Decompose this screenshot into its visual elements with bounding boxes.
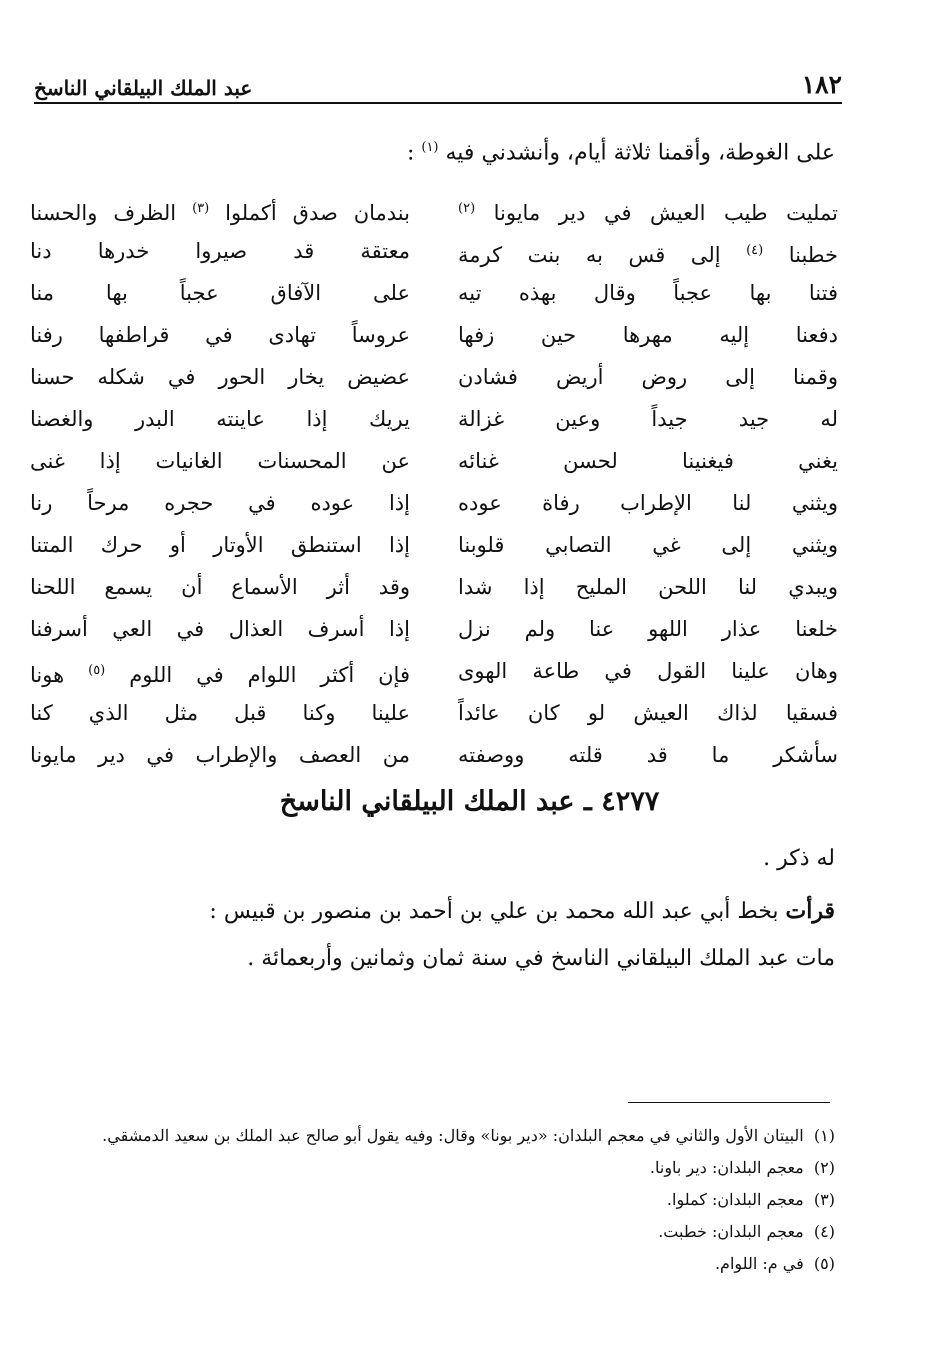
footnote-separator <box>628 1102 830 1103</box>
poem-verse <box>30 692 838 734</box>
verse-second-hemistich: على الآفاق عجباً بها منا <box>30 281 410 305</box>
footnote-text: في م: اللوام. <box>714 1254 804 1273</box>
verse-first-hemistich: ويثني لنا الإطراب رفاة عوده <box>458 491 838 515</box>
footnote-text: معجم البلدان: كملوا. <box>666 1190 804 1209</box>
running-title: عبد الملك البيلقاني الناسخ <box>34 76 253 100</box>
verse-second-hemistich: إذا عوده في حجره مرحاً رنا <box>30 491 410 515</box>
verse-first-hemistich: فتنا بها عجباً وقال بهذه تيه <box>458 281 838 305</box>
entry-line-3: مات عبد الملك البيلقاني الناسخ في سنة ثمان وثمانين وأربعمائة . <box>247 946 835 971</box>
footnote-number: (٥) <box>813 1254 835 1273</box>
footnote-ref-2: (٢) <box>458 201 476 216</box>
verse-first-hemistich: وقمنا إلى روض أريض فشادن <box>458 365 838 389</box>
poem-verse <box>30 608 838 650</box>
verse-second-hemistich: وقد أثر الأسماع أن يسمع اللحنا <box>30 575 410 599</box>
footnote <box>75 1222 835 1241</box>
verse-second-hemistich: من العصف والإطراب في دير مايونا <box>30 743 410 767</box>
footnote-text: معجم البلدان: خطبت. <box>658 1222 804 1241</box>
poem-verse <box>30 230 838 272</box>
entry-line-2-text: بخط أبي عبد الله محمد بن علي بن أحمد بن منصور بن قبيس : <box>209 899 786 924</box>
poem-verse <box>30 524 838 566</box>
footnote <box>75 1126 835 1145</box>
verse-first-hemistich: دفعنا إليه مهرها حين زفها <box>458 323 838 347</box>
verse-first-hemistich: تمليت طيب العيش في دير مايونا $^{(٢)}$ <box>458 201 838 225</box>
page-header <box>34 66 842 104</box>
poem-verse <box>30 398 838 440</box>
poem-verse <box>30 734 838 776</box>
footnote-number: (٢) <box>813 1158 835 1177</box>
verse-first-hemistich: وهان علينا القول في طاعة الهوى <box>458 659 838 683</box>
poem-verse <box>30 566 838 608</box>
intro-suffix: : <box>406 140 422 166</box>
footnote <box>75 1190 835 1209</box>
verse-second-hemistich: يريك إذا عاينته البدر والغصنا <box>30 407 410 431</box>
footnote-ref-1: (١) <box>421 140 439 155</box>
verse-first-hemistich: يغني فيغنينا لحسن غنائه <box>458 449 838 473</box>
footnote-number: (٤) <box>813 1222 835 1241</box>
footnote-ref-3: (٣) <box>192 201 210 216</box>
footnote-number: (٣) <box>813 1190 835 1209</box>
footnote <box>75 1158 835 1177</box>
verse-first-hemistich: ويبدي لنا اللحن المليح إذا شدا <box>458 575 838 599</box>
intro-text: على الغوطة، وأقمنا ثلاثة أيام، وأنشدني فيه <box>445 140 835 166</box>
verse-second-hemistich: إذا أسرف العذال في العي أسرفنا <box>30 617 410 641</box>
poem-verse <box>30 440 838 482</box>
entry-line-2-lead: قرأت <box>785 898 835 924</box>
verse-second-hemistich: معتقة قد صيروا خدرها دنا <box>30 239 410 263</box>
poem <box>30 188 838 780</box>
verse-first-hemistich: خطبنا $^{(٤)}$ إلى قس به بنت كرمة <box>458 243 838 267</box>
verse-first-hemistich: سأشكر ما قد قلته ووصفته <box>458 743 838 767</box>
entry-line-2 <box>135 898 835 924</box>
verse-second-hemistich: بندمان صدق أكملوا $^{(٣)}$ الظرف والحسنا <box>30 201 410 225</box>
verse-second-hemistich: علينا وكنا قبل مثل الذي كنا <box>30 701 410 725</box>
poem-verse <box>30 356 838 398</box>
poem-verse <box>30 272 838 314</box>
verse-first-hemistich: له جيد جيداً وعين غزالة <box>458 407 838 431</box>
footnote-ref-5: (٥) <box>88 663 106 678</box>
verse-first-hemistich: ويثني إلى غي التصابي قلوبنا <box>458 533 838 557</box>
entry-title: ٤٢٧٧ ـ عبد الملك البيلقاني الناسخ <box>279 786 660 817</box>
entry-line-1: له ذكر . <box>763 846 835 871</box>
poem-verse <box>30 188 838 230</box>
verse-first-hemistich: خلعنا عذار اللهو عنا ولم نزل <box>458 617 838 641</box>
poem-verse <box>30 314 838 356</box>
poem-verse <box>30 650 838 692</box>
verse-second-hemistich: فإن أكثر اللوام في اللوم $^{(٥)}$ هونا <box>30 663 410 687</box>
poem-verse <box>30 482 838 524</box>
footnote-text: معجم البلدان: دير باونا. <box>649 1158 804 1177</box>
footnote-ref-4: (٤) <box>746 243 764 258</box>
verse-second-hemistich: عضيض يخار الحور في شكله حسنا <box>30 365 410 389</box>
verse-second-hemistich: عن المحسنات الغانيات إذا غنى <box>30 449 410 473</box>
verse-first-hemistich: فسقيا لذاك العيش لو كان عائداً <box>458 701 838 725</box>
intro-line <box>135 140 835 165</box>
footnote-number: (١) <box>813 1126 835 1145</box>
verse-second-hemistich: عروساً تهادى في قراطفها رفنا <box>30 323 410 347</box>
footnote <box>75 1254 835 1273</box>
footnote-text: البيتان الأول والثاني في معجم البلدان: «دير بونا» وقال: وفيه يقول أبو صالح عبد الملك بن سعيد الدمشقي. <box>102 1126 804 1145</box>
page-number: ١٨٢ <box>801 70 842 99</box>
verse-second-hemistich: إذا استنطق الأوتار أو حرك المتنا <box>30 533 410 557</box>
